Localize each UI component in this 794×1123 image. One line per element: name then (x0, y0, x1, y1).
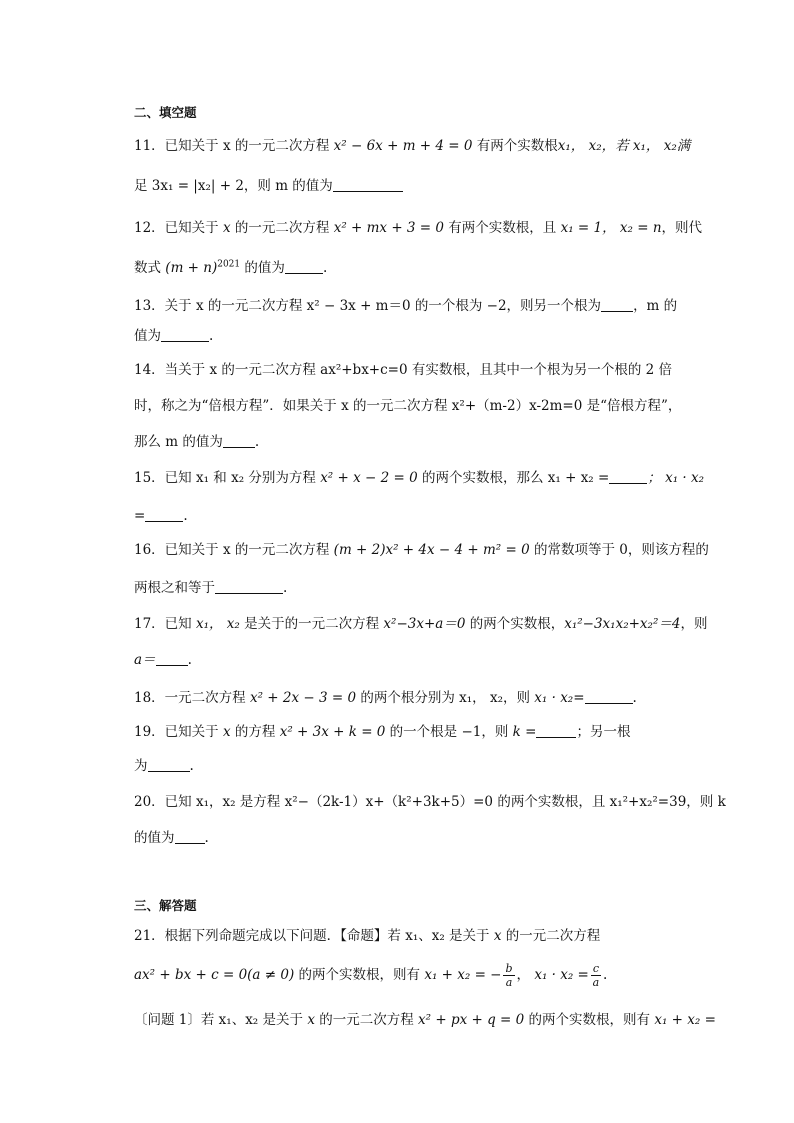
q20-text: 的值为 (134, 830, 175, 846)
question-11-line-2 (134, 176, 403, 196)
question-19-line-1 (134, 722, 630, 742)
question-21-line-1 (134, 926, 600, 946)
q21-var: x (493, 928, 502, 944)
question-19-line-2 (134, 756, 194, 776)
q17-equation: x²−3x+a＝0 (383, 616, 466, 632)
q14-text: 那么 m 的值为 (134, 434, 223, 450)
question-14-line-1: 14．当关于 x 的一元二次方程 ax²+bx+c=0 有实数根，且其中一个根为另一个根的 2 倍 (134, 362, 673, 378)
answer-blank[interactable] (285, 259, 323, 274)
q11-roots: x₁， x₂，若 x₁， x₂满 (557, 138, 691, 154)
answer-blank[interactable] (585, 689, 633, 704)
q19-text-2: 的方程 (230, 724, 280, 740)
answer-blank[interactable] (156, 651, 188, 666)
answer-blank[interactable] (215, 579, 283, 594)
q12-text-3: 有两个实数根，且 (444, 220, 561, 236)
fraction-c-over-a (591, 962, 601, 989)
period: . (254, 434, 260, 450)
q17-text: 17．已知 (134, 616, 196, 632)
numerator: c (592, 962, 600, 975)
question-17-line-1 (134, 614, 707, 634)
question-15-line-1 (134, 468, 704, 488)
q21-sum-2: x₁ + x₂ = (654, 1012, 716, 1028)
q18-product: x₁ · x₂= (534, 690, 585, 706)
q11-equation: x² − 6x + m + 4 = 0 (333, 138, 473, 154)
question-20-line-1: 20．已知 x₁，x₂ 是方程 x²−（2k-1）x+（k²+3k+5）=0 的两个实数根，且 x₁²+x₂²=39，则 k (134, 794, 726, 810)
answer-blank[interactable] (223, 433, 255, 448)
question-20-line-2 (134, 828, 209, 848)
section-heading-solve: 三、解答题 (134, 898, 197, 913)
q15-text: 15．已知 x₁ 和 x₂ 分别为方程 (134, 470, 321, 486)
q21-text-2: 的一元二次方程 (501, 928, 601, 944)
q12-text: 12．已知关于 (134, 220, 223, 236)
q18-text: 18．一元二次方程 (134, 690, 250, 706)
q19-text-3: 的一个根是 −1，则 (385, 724, 513, 740)
answer-blank[interactable] (148, 757, 190, 772)
q11-text: 11．已知关于 x 的一元二次方程 (134, 138, 334, 154)
denominator: a (505, 976, 513, 989)
q15-equals: = (134, 508, 146, 524)
question-14-line-2: 时，称之为“倍根方程”．如果关于 x 的一元二次方程 x²+（m-2）x-2m=0 是“倍根方程”， (134, 398, 682, 414)
period: . (322, 260, 328, 276)
q13-text-3: 值为 (134, 328, 161, 344)
question-13-line-2 (134, 326, 213, 346)
q21-problem-1: 〔问题 1〕若 x₁、x₂ 是关于 (134, 1012, 308, 1028)
section-heading-fill-blank: 二、填空题 (134, 105, 197, 120)
period: . (189, 758, 194, 774)
q12-roots: x₁ = 1， x₂ = n (560, 220, 662, 236)
q16-text: 16．已知关于 x 的一元二次方程 (134, 542, 334, 558)
question-11-line-1 (134, 136, 690, 156)
question-12-line-2 (134, 258, 327, 278)
answer-blank[interactable] (536, 723, 576, 738)
q12-exponent: 2021 (217, 259, 241, 270)
q12-text-4: ，则代 (661, 220, 703, 236)
q18-equation: x² + 2x − 3 = 0 (249, 690, 357, 706)
q16-text-2: 的常数项等于 0，则该方程的 (529, 542, 709, 558)
q21-product: x₁ · x₂ = (534, 967, 589, 983)
q19-text-5: 为 (134, 758, 148, 774)
q12-text-2: 的一元二次方程 (230, 220, 334, 236)
question-16-line-2 (134, 578, 287, 598)
answer-blank[interactable] (145, 507, 183, 522)
period: . (204, 830, 209, 846)
answer-blank[interactable] (609, 469, 647, 484)
q21-var: x (307, 1012, 315, 1028)
period: . (187, 652, 192, 668)
q12-var: x (222, 220, 231, 236)
q16-text-3: 两根之和等于 (134, 580, 215, 596)
question-13-line-1 (134, 296, 677, 316)
question-17-line-2 (134, 650, 192, 670)
period: . (209, 328, 214, 344)
q16-equation: (m + 2)x² + 4x − 4 + m² = 0 (333, 542, 530, 558)
q17-condition: x₁²−3x₁x₂+x₂²＝4 (564, 616, 681, 632)
period: . (283, 580, 288, 596)
answer-blank[interactable] (161, 327, 209, 342)
q19-equation: x² + 3x + k = 0 (279, 724, 386, 740)
q21-equation-2: x² + px + q = 0 (418, 1012, 525, 1028)
question-21-line-2 (134, 962, 607, 989)
q19-text-4: ；另一根 (576, 724, 631, 740)
q21-text-4: 的一元二次方程 (314, 1012, 419, 1028)
q19-var: x (222, 724, 231, 740)
q11-text-2: 有两个实数根 (472, 138, 558, 154)
period: . (632, 690, 637, 706)
question-15-line-2 (134, 506, 188, 526)
answer-blank[interactable] (333, 177, 403, 192)
question-16-line-1 (134, 540, 709, 560)
fraction-b-over-a (503, 962, 514, 989)
answer-blank[interactable] (175, 829, 205, 844)
question-18-line-1 (134, 688, 637, 708)
q15-equation: x² + x − 2 = 0 (320, 470, 418, 486)
q17-a-equals: a＝ (134, 652, 156, 668)
q21-text: 21．根据下列命题完成以下问题．【命题】若 x₁、x₂ 是关于 (134, 928, 494, 944)
q17-roots: x₁， x₂ (195, 616, 240, 632)
q19-text: 19．已知关于 (134, 724, 223, 740)
q12-equation: x² + mx + 3 = 0 (333, 220, 445, 236)
q15-product: ； x₁ · x₂ (647, 470, 705, 486)
q21-text-3: 的两个实数根，则有 (294, 967, 425, 983)
question-21-line-3 (134, 1010, 716, 1030)
question-12-line-1 (134, 218, 702, 238)
q12-text-5: 数式 (134, 260, 166, 276)
q12-text-6: 的值为 (240, 260, 285, 276)
q21-text-5: 的两个实数根，则有 (524, 1012, 655, 1028)
q11-condition: 足 3x₁ = |x₂| + 2，则 m 的值为 (134, 178, 333, 194)
q17-text-4: ，则 (680, 616, 708, 632)
q13-text: 13．关于 x 的一元二次方程 x² − 3x + m＝0 的一个根为 −2，则另一个根为 (134, 298, 602, 314)
question-14-line-3 (134, 432, 259, 452)
q18-text-2: 的两个根分别为 x₁， x₂，则 (356, 690, 535, 706)
q21-sum: x₁ + x₂ = − (424, 967, 502, 983)
q21-equation: ax² + bx + c = 0(a ≠ 0) (134, 967, 295, 983)
q19-k-equals: k = (512, 724, 537, 740)
q12-expression: (m + n) (165, 260, 218, 276)
numerator: b (505, 962, 513, 975)
separator: ， (516, 967, 535, 983)
q17-text-3: 的两个实数根， (465, 616, 565, 632)
q17-text-2: 是关于的一元二次方程 (239, 616, 384, 632)
period: . (603, 967, 608, 983)
q13-text-2: ，m 的 (633, 298, 678, 314)
answer-blank[interactable] (601, 297, 633, 312)
denominator: a (592, 976, 600, 989)
q15-text-2: 的两个实数根，那么 x₁ + x₂ = (417, 470, 610, 486)
period: . (183, 508, 188, 524)
